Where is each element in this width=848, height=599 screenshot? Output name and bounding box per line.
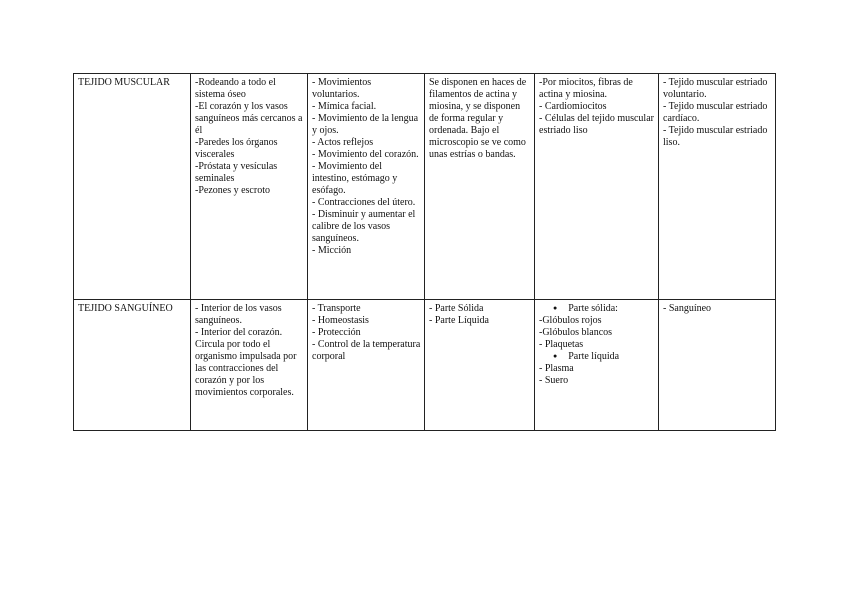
cell-line: -Próstata y vesículas seminales: [195, 161, 278, 184]
cell-line: - Tejido muscular estriado liso.: [663, 125, 768, 148]
cell-line: -Por miocitos, fibras de actina y miosina.: [539, 77, 633, 100]
bullet-item: ● Parte sólida:: [539, 303, 655, 315]
cell-line: - Movimiento de la lengua y ojos.: [312, 113, 419, 136]
cell-line: - Suero: [539, 375, 569, 386]
cell-line: - Actos reflejos: [312, 137, 374, 148]
cell-line: -Paredes los órganos viscerales: [195, 137, 278, 160]
tissue-name-cell: [74, 74, 191, 300]
cell-line: - Control de la temperatura corporal: [312, 339, 421, 362]
cell-line: - Micción: [312, 245, 352, 256]
structure-cell: [425, 74, 535, 300]
tissue-name-cell: [74, 300, 191, 431]
tissue-name: TEJIDO MUSCULAR: [78, 77, 170, 88]
cell-line: - Interior de los vasos sanguíneos.: [195, 303, 282, 326]
cell-line: - Cardiomiocitos: [539, 101, 607, 112]
location-cell: [191, 300, 308, 431]
cell-line: -Glóbulos blancos: [539, 327, 613, 338]
function-cell: [308, 74, 425, 300]
cell-line: - Disminuir y aumentar el calibre de los vasos sanguíneos.: [312, 209, 416, 244]
cells-cell: [535, 300, 659, 431]
cell-line: - Contracciones del útero.: [312, 197, 416, 208]
types-cell: [659, 74, 776, 300]
cell-line: - Parte Sólida: [429, 303, 484, 314]
cell-line: - Protección: [312, 327, 361, 338]
cell-line: - Células del tejido muscular estriado liso: [539, 113, 654, 136]
cell-line: - Homeostasis: [312, 315, 369, 326]
cell-line: - Mímica facial.: [312, 101, 377, 112]
location-cell: [191, 74, 308, 300]
structure-cell: [425, 300, 535, 431]
cell-line: -Rodeando a todo el sistema óseo: [195, 77, 276, 100]
tissue-table: [73, 73, 776, 431]
cell-line: Se disponen en haces de filamentos de actina y miosina, y se disponen de forma regular y ordenada. Bajo el microscopio se ve como unas estrías o bandas.: [429, 77, 527, 160]
function-cell: [308, 300, 425, 431]
cell-line: - Tejido muscular estriado cardíaco.: [663, 101, 768, 124]
table-row: [74, 300, 776, 431]
cell-line: - Movimientos voluntarios.: [312, 77, 372, 100]
cell-line: - Transporte: [312, 303, 361, 314]
cell-line: - Movimiento del corazón.: [312, 149, 419, 160]
tissue-name: TEJIDO SANGUÍNEO: [78, 303, 173, 314]
cell-line: - Parte Líquida: [429, 315, 489, 326]
bullet-item: ● Parte líquida: [539, 351, 655, 363]
cell-line: -Glóbulos rojos: [539, 315, 602, 326]
types-cell: [659, 300, 776, 431]
cell-line: - Sanguíneo: [663, 303, 712, 314]
cell-line: - Tejido muscular estriado voluntario.: [663, 77, 768, 100]
cell-line: - Plaquetas: [539, 339, 584, 350]
cell-line: - Plasma: [539, 363, 574, 374]
cell-line: - Interior del corazón. Circula por todo el organismo impulsada por las contracciones del corazón y por los movimientos corporales.: [195, 327, 297, 398]
cell-line: -El corazón y los vasos sanguíneos más cercanos a él: [195, 101, 303, 136]
cells-cell: [535, 74, 659, 300]
cell-line: - Movimiento del intestino, estómago y esófago.: [312, 161, 398, 196]
cell-line: -Pezones y escroto: [195, 185, 270, 196]
table-row: [74, 74, 776, 300]
